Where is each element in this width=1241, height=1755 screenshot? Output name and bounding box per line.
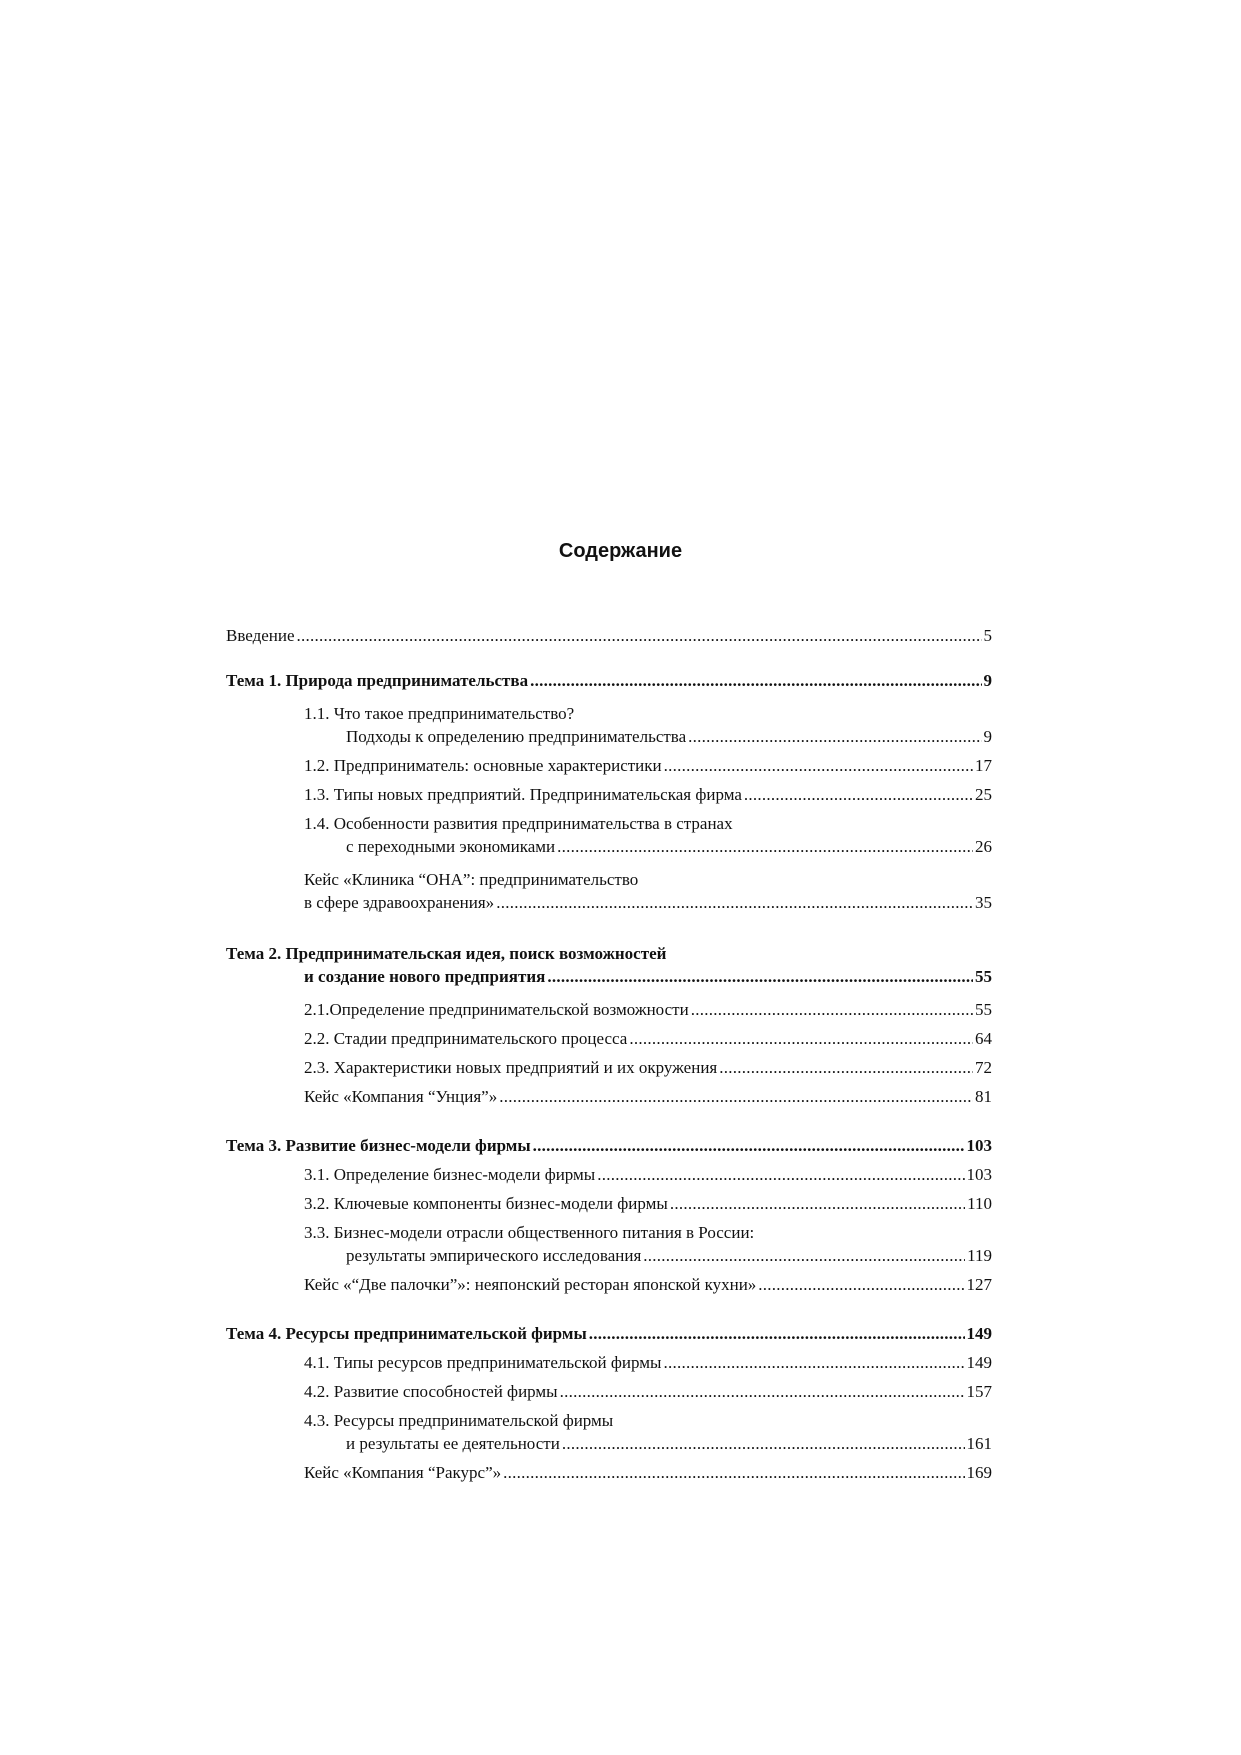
entry-text: 3.2. Ключевые компоненты бизнес-модели фирмы — [304, 1194, 668, 1213]
entry-line2 — [304, 891, 992, 914]
page-number: 72 — [975, 1058, 992, 1077]
toc-section-3-1 — [226, 1163, 992, 1186]
entry-line2 — [304, 835, 992, 858]
dot-leader — [691, 998, 973, 1021]
page-number: 35 — [975, 893, 992, 912]
dot-leader — [533, 1134, 965, 1157]
toc-case-2 — [226, 1085, 992, 1108]
page-number: 119 — [967, 1246, 992, 1265]
entry-text: Введение — [226, 626, 295, 645]
page-number: 127 — [966, 1275, 992, 1294]
dot-leader — [629, 1027, 973, 1050]
dot-leader — [758, 1273, 964, 1296]
dot-leader — [688, 725, 981, 748]
topic-title: Тема 3. Развитие бизнес-модели фирмы — [226, 1136, 531, 1155]
page-number: 149 — [966, 1353, 992, 1372]
entry-text: 2.3. Характеристики новых предприятий и их окружения — [304, 1058, 718, 1077]
topic-title: Тема 4. Ресурсы предпринимательской фирмы — [226, 1324, 587, 1343]
entry-text-line1: 4.3. Ресурсы предпринимательской фирмы — [304, 1411, 614, 1430]
entry-text-line1: 1.1. Что такое предпринимательство? — [304, 704, 575, 723]
dot-leader — [557, 835, 973, 858]
topic-line2 — [226, 965, 992, 988]
entry-text-line2: Подходы к определению предпринимательства — [346, 727, 687, 746]
toc-case-3 — [226, 1273, 992, 1296]
toc-section-4-3 — [226, 1409, 992, 1455]
dot-leader — [643, 1244, 965, 1267]
toc-topic-1 — [226, 669, 992, 692]
page-number: 17 — [975, 756, 992, 775]
toc-section-3-3 — [226, 1221, 992, 1267]
entry-text-line1: 3.3. Бизнес-модели отрасли общественного питания в России: — [304, 1223, 755, 1242]
topic-title-line1: Тема 2. Предпринимательская идея, поиск возможностей — [226, 944, 667, 963]
dot-leader — [560, 1380, 965, 1403]
dot-leader — [499, 1085, 973, 1108]
entry-text: 2.2. Стадии предпринимательского процесса — [304, 1029, 628, 1048]
dot-leader — [589, 1322, 965, 1345]
dot-leader — [597, 1163, 964, 1186]
dot-leader — [744, 783, 973, 806]
toc-topic-4 — [226, 1322, 992, 1345]
entry-text: Кейс «Компания “Унция”» — [304, 1087, 498, 1106]
entry-text: 4.1. Типы ресурсов предпринимательской фирмы — [304, 1353, 662, 1372]
toc-topic-2 — [226, 942, 992, 988]
page-number: 55 — [975, 1000, 992, 1019]
toc-section-4-1 — [226, 1351, 992, 1374]
entry-text-line2: с переходными экономиками — [346, 837, 556, 856]
toc-section-2-3 — [226, 1056, 992, 1079]
page-number: 26 — [975, 837, 992, 856]
page-number: 9 — [983, 727, 992, 746]
entry-text: 3.1. Определение бизнес-модели фирмы — [304, 1165, 596, 1184]
toc-section-1-1 — [226, 702, 992, 748]
page-number: 55 — [975, 967, 992, 986]
dot-leader — [496, 891, 973, 914]
page-number: 103 — [966, 1136, 992, 1155]
entry-text-line1: Кейс «Клиника “ОНА”: предпринимательство — [304, 870, 639, 889]
page-number: 25 — [975, 785, 992, 804]
entry-text: Кейс «Компания “Ракурс”» — [304, 1463, 502, 1482]
entry-line2 — [304, 725, 992, 748]
contents-heading: Содержание — [558, 540, 683, 562]
dot-leader — [663, 1351, 964, 1374]
toc-case-4 — [226, 1461, 992, 1484]
entry-text: 2.1.Определение предпринимательской возможности — [304, 1000, 689, 1019]
toc-section-2-1 — [226, 998, 992, 1021]
dot-leader — [719, 1056, 973, 1079]
dot-leader — [530, 669, 981, 692]
dot-leader — [297, 624, 982, 647]
page-number: 5 — [983, 626, 992, 645]
topic-title-line2: и создание нового предприятия — [304, 967, 546, 986]
page-number: 149 — [966, 1324, 992, 1343]
toc-case-1 — [226, 868, 992, 914]
page-number: 169 — [966, 1463, 992, 1482]
entry-text-line2: результаты эмпирического исследования — [346, 1246, 642, 1265]
toc-section-3-2 — [226, 1192, 992, 1215]
table-of-contents — [226, 624, 992, 1484]
page-number: 157 — [966, 1382, 992, 1401]
entry-text: Кейс «“Две палочки”»: неяпонский ресторан японской кухни» — [304, 1275, 757, 1294]
page-number: 9 — [983, 671, 992, 690]
toc-entry-intro — [226, 624, 992, 647]
entry-text-line2: в сфере здравоохранения» — [304, 893, 495, 912]
toc-section-4-2 — [226, 1380, 992, 1403]
dot-leader — [547, 965, 973, 988]
page-number: 103 — [966, 1165, 992, 1184]
page-number: 81 — [975, 1087, 992, 1106]
dot-leader — [562, 1432, 965, 1455]
dot-leader — [664, 754, 973, 777]
entry-text: 4.2. Развитие способностей фирмы — [304, 1382, 558, 1401]
entry-text-line1: 1.4. Особенности развития предпринимательства в странах — [304, 814, 733, 833]
toc-section-1-3 — [226, 783, 992, 806]
entry-text: 1.3. Типы новых предприятий. Предпринимательская фирма — [304, 785, 742, 804]
dot-leader — [503, 1461, 964, 1484]
page-number: 64 — [975, 1029, 992, 1048]
toc-section-1-4 — [226, 812, 992, 858]
page-number: 110 — [967, 1194, 992, 1213]
toc-topic-3 — [226, 1134, 992, 1157]
dot-leader — [670, 1192, 965, 1215]
entry-line2 — [304, 1244, 992, 1267]
page-number: 161 — [966, 1434, 992, 1453]
entry-text-line2: и результаты ее деятельности — [346, 1434, 560, 1453]
toc-section-2-2 — [226, 1027, 992, 1050]
entry-text: 1.2. Предприниматель: основные характеристики — [304, 756, 662, 775]
topic-title: Тема 1. Природа предпринимательства — [226, 671, 529, 690]
entry-line2 — [304, 1432, 992, 1455]
toc-section-1-2 — [226, 754, 992, 777]
